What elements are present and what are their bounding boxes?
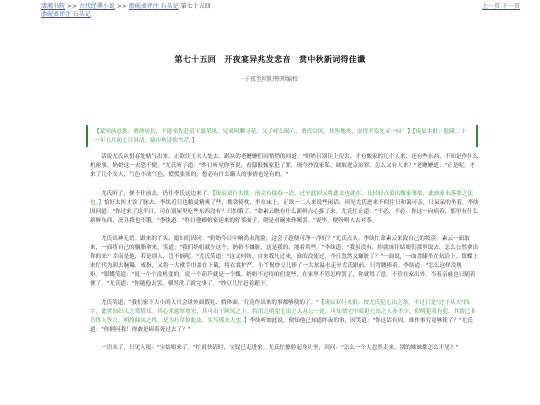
paragraph-text: 尤氏听了，便不往前去，仍往李氏这边来了。 (101, 190, 213, 197)
breadcrumb (41, 3, 532, 11)
breadcrumb-separator: >> (66, 3, 77, 10)
paragraph (90, 344, 480, 353)
paragraph-text: 恰好太医才诊了脉去。李纨近日也略觉精爽了些，拥衾倚枕，坐在床上，正欲一二人来说些闲话。因见尤氏进来不似往日和蔼可亲，只呆呆的坐着，李纨因问道："你过来了这半日，可在别屋里吃些东西没有？只怕饿了。"命素云瞧有什么新鲜点心拣了来。尤氏忙止道："不必，不必。你这一向病着，那里有什么新鲜东西，况且我也不饿。"李纨道："昨日他姨娘家送来的好茶面子，倒是对碗来你喝罢。"说毕，便吩咐人去对茶。 (90, 199, 479, 224)
breadcrumb-category-link[interactable]: 古代经典小说 (78, 3, 115, 10)
byline: ·子夜至阴阳整理编校 (242, 76, 298, 83)
breadcrumb-current: 第七十五回 (180, 3, 211, 10)
paragraph-text: 尤氏出神无语。跟来的丫头、媳妇们因问："奶奶今日中晌尚未洗脸，这会子趁便可净一净好？"尤氏点头。李纨忙命素云来取自己的妆奁。素云一面取来，一面将自己的胭脂拿来，笑道："我们奶奶就少这个。奶奶不嫌脏，这是我的，能着用些。"李纨道："我虽没有，你就该往姑娘们那里取去，怎么公然拿出你的来？幸而是他，若是别人，岂不恼呢。"尤氏笑道："这又何妨。自来我凡过来，谁的没使过，今日忽然又嫌脏了？"一面说，一面盘膝坐在炕沿上。银蝶上来忙代为卸去腕镯、戒指，又将一大袱手巾盖在下截，将衣裳护严。小丫鬟炒豆儿捧了一大盆温水走至尤氏跟前，只弯腰捧着。李纨道："怎么这样没规矩。"银蝶笑道："说一个个没机变的，说一个葫芦就是一个瓢。奶奶不过待咱们宽些，在家里不管怎样罢了，你就得了意，不管在家出外，当着亲戚也只随着便了。"尤氏道："你随他去罢，横竖洗了就完事了。"炒豆儿忙赶着跪下。 (90, 236, 479, 287)
inline-commentary: 【庚辰双行夹批：前文有探春一语，过至此回又将此文也就在，且轻轻点染出甄家事故，此画家未落墨之法也。】 (90, 190, 473, 206)
inline-commentary: 【庚辰双行夹批：按尤氏犯七出之条，不过只是"过于从夫"四字，此世间妇人之常情耳。其心术慈厚宽宏，其可出于阿凤之上。特用之明犯七出之人从公一论，可知贾宅中暗犯七出之人亦不少。似明犯者有犯，其情已非吾终人等言，明终曲从之终，是为打草惊蛇法，实写邢夫人也。】 (90, 299, 476, 324)
chapter-body (90, 153, 480, 363)
top-navigation (41, 3, 532, 23)
breadcrumb-home-link[interactable]: 潇湘书院 (41, 3, 66, 10)
paragraph (90, 190, 480, 226)
paragraph-text: 尤氏笑道："我们家下大小的人只会讲外面假礼、假体面，究竟作出来的事都够使的了。" (101, 299, 319, 306)
paragraph-text: 话说尤氏从惜春处赌气出来，正欲往王夫人处去。跟从的老嬷嬷们因悄悄的回道："奶奶且别往上房去。才有甄家的几个人来，还有些东西，不知是作什么机密事。奶奶这一去恐不便。"尤氏听了道："昨日听见你爷说，看邸报甄家犯了罪，现今抄没家私，调取进京治罪。怎么又有人来？"老嬷嬷道："正是呢。才来了几个女人，气色不成气色，慌慌张张的，想必有什么瞒人的事情也是有的。" (90, 154, 479, 178)
page-nav-link[interactable]: 上一页 下一页 (482, 3, 520, 10)
paragraph (90, 299, 480, 335)
paragraph (90, 235, 480, 289)
paragraph-text: 一语未了，只见人报："宝姑娘来了。"忙说快请时，宝钗已走进来。尤氏忙擦脸起身让坐，因问："怎么一个人忽然走来，别的姊妹都怎么不见？" (101, 345, 459, 351)
chapter-title: 第七十五回 开夜宴异兆发悲音 赏中秋新词得佳谶 (174, 55, 366, 64)
chapter-note-box: 【蒙回前总批：贾珍居长，不能率先赴后王嘉荣风，兄弟叫聊寻花，父子呼么喝六，贾氏宗风，其坠地矣，安得不发先灵一叹！】【庚辰本批：乾隆二十一年五月初七日对清，缺中秋诗俟雪芹。】 (86, 125, 478, 147)
paragraph (90, 153, 480, 180)
breadcrumb-separator: >> (116, 3, 127, 10)
breadcrumb-book-link[interactable]: 脂砚斋评注 石头记 (128, 3, 179, 10)
book-home-link[interactable]: 脂砚斋评注 石头记 (41, 11, 91, 18)
paragraph-text: 李纨听如此说，便知他已知道昨夜的事，因笑道："你这话有因，谁作事究竟够使了？"尤氏道："你倒问我！你敢是病着死过去了？" (90, 317, 473, 333)
